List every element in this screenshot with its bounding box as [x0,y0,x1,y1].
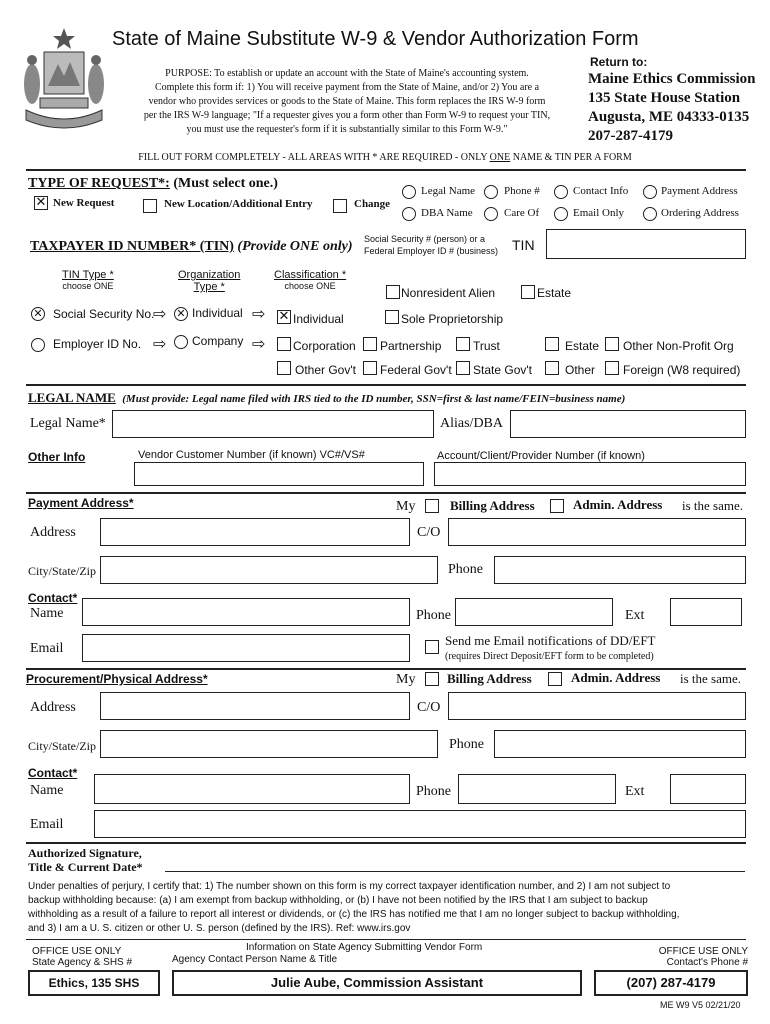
dba-name-radio[interactable] [402,207,416,221]
divider [26,169,746,171]
arrow-icon: ⇨ [153,334,167,353]
new-request-label: New Request [53,197,115,209]
individual-org-label: Individual [192,306,243,320]
page-title: State of Maine Substitute W-9 & Vendor Authorization Form [112,28,639,50]
procurement-phone-input[interactable] [494,730,746,758]
individual-label: Individual [293,312,344,326]
contact2-heading: Contact* [28,766,78,780]
return-to-label: Return to: [590,55,648,69]
care-of-option: Care Of [504,207,540,219]
form-id: ME W9 V5 02/21/20 [660,1000,741,1010]
divider [26,939,746,940]
purpose-line: per the IRS W-9 language; "If a requester gives you a form other than Form W-9 to request your TIN, [143,110,551,121]
other-checkbox[interactable] [545,361,559,375]
contact1-ext-label: Ext [625,608,645,623]
procurement-co-label: C/O [417,700,441,715]
office-use-right: OFFICE USE ONLY Contact's Phone # [658,946,748,968]
phone-option: Phone # [504,185,540,197]
procurement-same: is the same. [680,671,742,686]
individual-org-radio[interactable]: ✕ [174,307,188,321]
perjury-statement: Under penalties of perjury, I certify that: 1) The number shown on this form is my correct taxpayer identification number, and 2) I am not subject to backup withholding because: (a) I am exempt from backup withholding, or (b) I have not been notified by the IRS that I am subject to backup withholding as a result of a failure to report all interest or dividends, or (c) the IRS has notified me that I am no longer subject to backup withholding, and 3) I am a U. S. citizen or other U. S. person (defined by the IRS). Ref: www.irs.gov [28,881,680,934]
other-govt-checkbox[interactable] [277,361,291,375]
state-govt-checkbox[interactable] [456,361,470,375]
foreign-checkbox[interactable] [605,361,619,375]
other-info-heading: Other Info [28,450,86,464]
payment-same: is the same. [682,498,744,513]
federal-govt-label: Federal Gov't [380,363,452,377]
estate-label: Estate [537,286,572,300]
classification-label: Classification * choose ONE [274,269,347,291]
sole-prop-label: Sole Proprietorship [401,312,504,326]
payment-city-input[interactable] [100,556,438,584]
email-only-radio[interactable] [554,207,568,221]
payment-heading: Payment Address* [28,496,134,510]
payment-billing-label: Billing Address [450,498,535,513]
vendor-number-label: Vendor Customer Number (if known) VC#/VS# [138,449,365,461]
return-line: 207-287-4179 [588,128,673,144]
procurement-phone-label: Phone [449,737,484,752]
return-line: 135 State House Station [588,90,741,106]
contact-person-value: Julie Aube, Commission Assistant [172,970,582,996]
legal-name-input[interactable] [112,410,434,438]
state-seal [18,24,110,136]
change-checkbox[interactable] [333,199,347,213]
company-label: Company [192,334,244,348]
ssn-label: Social Security No. [53,307,155,321]
payment-admin-checkbox[interactable] [550,499,564,513]
trust-label: Trust [473,339,500,353]
vendor-number-input[interactable] [134,462,424,486]
contact1-phone-input[interactable] [455,598,613,626]
procurement-address-input[interactable] [100,692,410,720]
signature-label: Authorized Signature, Title & Current Date* [28,846,143,874]
legal-name-label: Legal Name* [30,416,106,431]
arrow-icon: ⇨ [252,304,266,323]
account-number-label: Account/Client/Provider Number (if known) [437,450,645,462]
other-label: Other [565,363,596,377]
tin-label: TIN [512,237,535,253]
dba-name-option: DBA Name [421,207,473,219]
contact-info-radio[interactable] [554,185,568,199]
account-number-input[interactable] [434,462,746,486]
foreign-label: Foreign (W8 required) [623,363,741,377]
procurement-billing-checkbox[interactable] [425,672,439,686]
corporation-label: Corporation [293,339,356,353]
payment-address-radio[interactable] [643,185,657,199]
contact2-email-label: Email [30,817,64,832]
phone-radio[interactable] [484,185,498,199]
contact2-email-input[interactable] [94,810,746,838]
nonresident-checkbox[interactable] [386,285,400,299]
new-request-checkbox[interactable]: ✕ [35,195,47,210]
contact1-phone-label: Phone [416,608,451,623]
payment-phone-input[interactable] [494,556,746,584]
payment-co-label: C/O [417,525,441,540]
procurement-billing-label: Billing Address [447,671,532,686]
request-heading: TYPE OF REQUEST*: (Must select one.) [28,176,278,191]
trust-checkbox[interactable] [456,337,470,351]
care-of-radio[interactable] [484,207,498,221]
legal-name-option: Legal Name [421,185,476,197]
nonresident-label: Nonresident Alien [401,286,496,300]
contact2-name-label: Name [30,783,64,798]
tin-heading: TAXPAYER ID NUMBER* (TIN) (Provide ONE only) [30,239,353,254]
divider [26,842,746,844]
contact2-name-input[interactable] [94,774,410,804]
partnership-label: Partnership [380,339,442,353]
procurement-city-label: City/State/Zip [28,739,96,753]
ssn-radio[interactable]: ✕ [31,307,45,321]
other-govt-label: Other Gov't [295,363,356,377]
arrow-icon: ⇨ [252,334,266,353]
state-govt-label: State Gov't [473,363,532,377]
nonprofit-label: Other Non-Profit Org [623,339,734,353]
procurement-my: My [396,672,416,687]
estate-checkbox[interactable] [521,285,535,299]
ordering-address-option: Ordering Address [661,207,739,219]
payment-admin-label: Admin. Address [573,497,663,512]
procurement-admin-checkbox[interactable] [548,672,562,686]
office-use-left: OFFICE USE ONLY State Agency & SHS # [32,946,133,968]
ein-radio[interactable] [31,338,45,352]
alias-input[interactable] [510,410,746,438]
nonprofit-checkbox[interactable] [605,337,619,351]
payment-my: My [396,499,416,514]
procurement-co-input[interactable] [448,692,746,720]
contact1-heading: Contact* [28,591,78,605]
federal-govt-checkbox[interactable] [363,361,377,375]
ordering-address-radio[interactable] [643,207,657,221]
estate2-label: Estate [565,339,600,353]
tin-input[interactable] [546,229,746,259]
contact2-phone-input[interactable] [458,774,616,804]
divider [26,492,746,494]
tin-type-label: TIN Type * choose ONE [62,269,114,291]
org-type-label: Organization Type * [178,269,241,293]
payment-address-option: Payment Address [661,185,738,197]
procurement-admin-label: Admin. Address [571,670,661,685]
contact1-name-input[interactable] [82,598,410,626]
contact2-ext-input[interactable] [670,774,746,804]
contact2-ext-label: Ext [625,784,645,799]
contact1-name-label: Name [30,606,64,621]
purpose-line: PURPOSE: To establish or update an account with the State of Maine's accounting system. [165,68,529,79]
ssn-note: Social Security # (person) or a Federal Employer ID # (business) [364,234,499,256]
contact-phone-value: (207) 287-4179 [594,970,748,996]
purpose-text [112,67,582,137]
corporation-checkbox[interactable] [277,337,291,351]
agency-info: Information on State Agency Submitting Vendor Form Agency Contact Person Name & Title [172,942,483,965]
legal-name-heading: LEGAL NAME (Must provide: Legal name filed with IRS tied to the ID number, SSN=first & last name/FEIN=business name) [28,390,626,405]
email-only-option: Email Only [573,207,625,219]
agency-value: Ethics, 135 SHS [28,970,160,996]
new-location-checkbox[interactable] [143,199,157,213]
instructions: FILL OUT FORM COMPLETELY - ALL AREAS WITH * ARE REQUIRED - ONLY ONE NAME & TIN PER A FORM [138,152,632,163]
procurement-heading: Procurement/Physical Address* [26,672,208,686]
payment-co-input[interactable] [448,518,746,546]
purpose-line: you must use the requester's form if it is substantially similar to this Form W-9." [186,124,508,135]
purpose-line: vendor who provides services or goods to the State of Maine. This form replaces the IRS W-9 form [148,96,546,107]
estate2-checkbox[interactable] [545,337,559,351]
contact2-phone-label: Phone [416,784,451,799]
notify-note: (requires Direct Deposit/EFT form to be completed) [445,651,654,662]
company-radio[interactable] [174,335,188,349]
procurement-address-label: Address [30,700,76,715]
payment-phone-label: Phone [448,562,483,577]
alias-label: Alias/DBA [440,416,503,431]
divider [26,384,746,386]
sole-prop-checkbox[interactable] [385,310,399,324]
procurement-city-input[interactable] [100,730,438,758]
notify-label: Send me Email notifications of DD/EFT [445,633,656,648]
change-label: Change [354,198,391,210]
contact1-email-input[interactable] [82,634,410,662]
individual-checkbox[interactable]: ✕ [278,309,290,324]
payment-address-label: Address [30,525,76,540]
payment-city-label: City/State/Zip [28,564,96,578]
payment-address-input[interactable] [100,518,410,546]
legal-name-radio[interactable] [402,185,416,199]
partnership-checkbox[interactable] [363,337,377,351]
arrow-icon: ⇨ [153,304,167,323]
new-location-label: New Location/Additional Entry [164,198,313,210]
signature-line[interactable] [165,871,745,872]
return-line: Augusta, ME 04333-0135 [588,109,750,125]
return-address [588,70,756,146]
contact1-ext-input[interactable] [670,598,742,626]
purpose-line: Complete this form if: 1) You will receive payment from the State of Maine, and/or 2) You are a [154,82,540,93]
return-line: Maine Ethics Commission [588,71,756,87]
contact1-email-label: Email [30,641,64,656]
payment-billing-checkbox[interactable] [425,499,439,513]
notify-checkbox[interactable] [425,640,439,654]
contact-info-option: Contact Info [573,185,629,197]
ein-label: Employer ID No. [53,337,142,351]
